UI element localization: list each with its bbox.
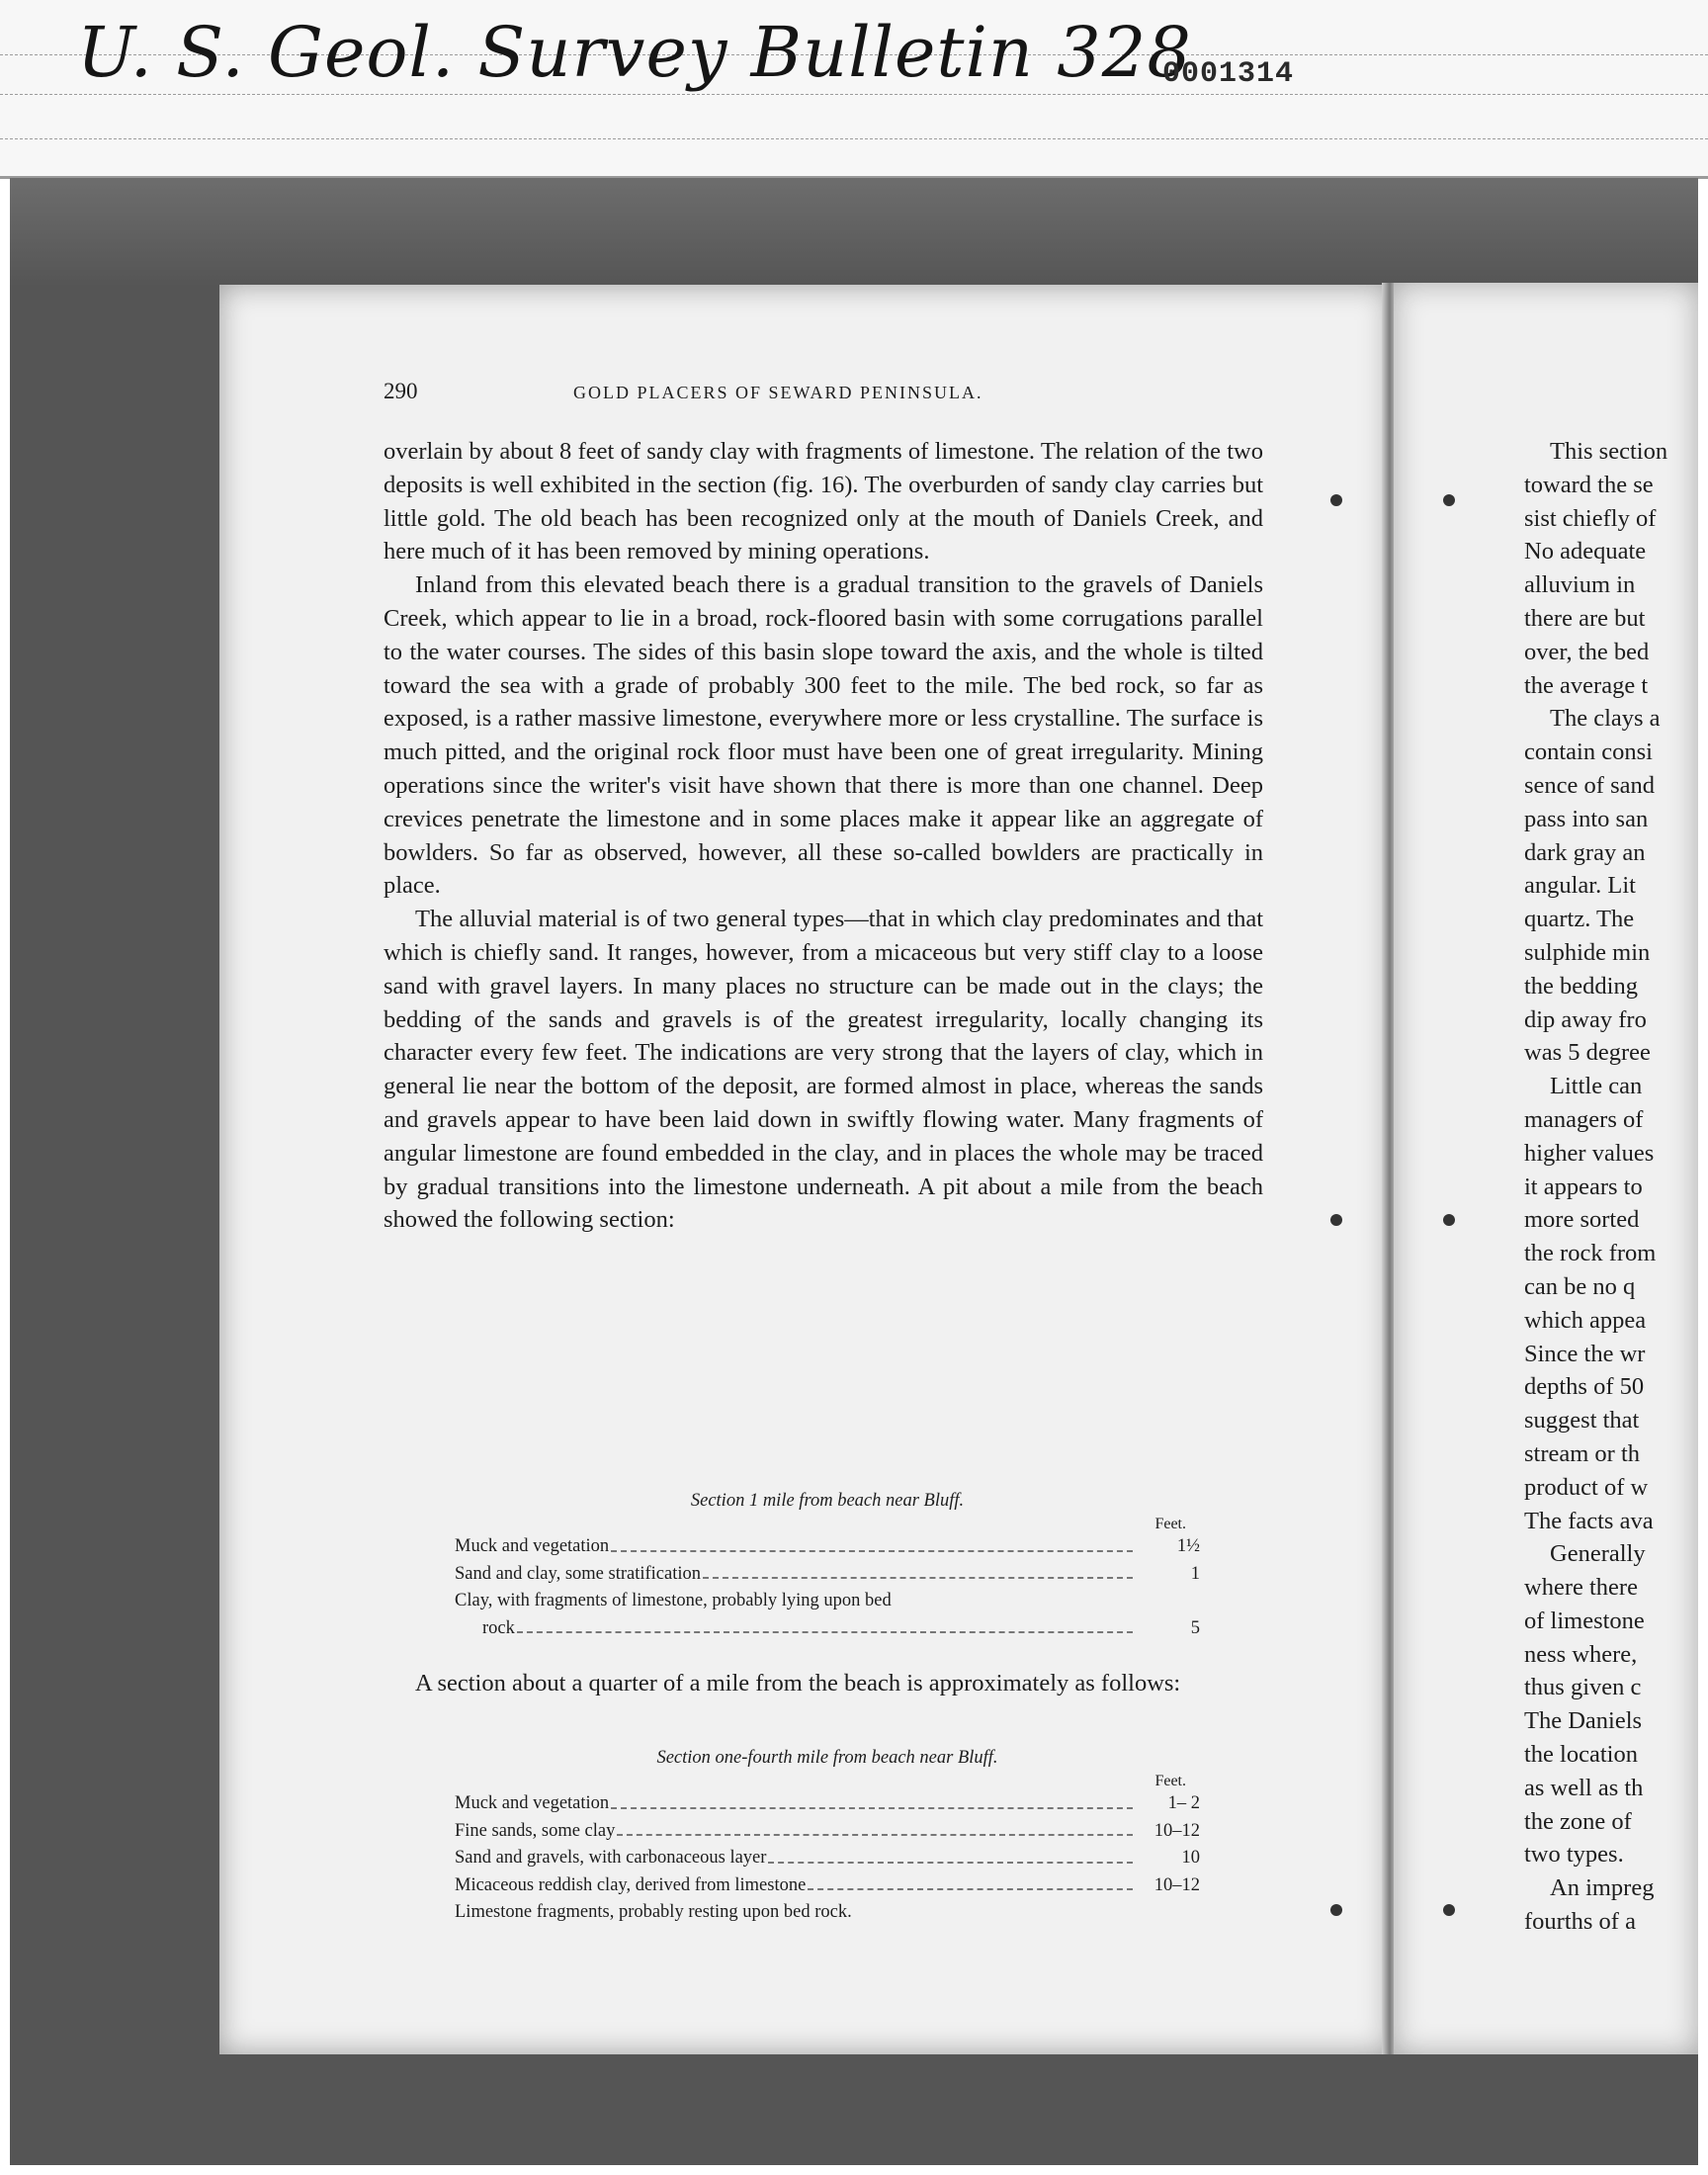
facing-page-line: toward the se	[1524, 471, 1654, 498]
facing-page-line: ness where,	[1524, 1640, 1638, 1668]
row-value: 1	[1190, 1563, 1200, 1584]
handwritten-title: U. S. Geol. Survey Bulletin 328	[77, 12, 1192, 93]
binding-hole	[1443, 494, 1455, 506]
facing-page-line: Generally	[1550, 1540, 1646, 1568]
row-value: 10–12	[1153, 1820, 1200, 1841]
leader-dots	[703, 1561, 1133, 1580]
row-label: Sand and clay, some stratification	[455, 1563, 701, 1584]
facing-page-line: dip away fro	[1524, 1005, 1647, 1033]
facing-page-line: it appears to	[1524, 1173, 1643, 1200]
row-label: Clay, with fragments of limestone, probably lying upon bed	[455, 1591, 892, 1610]
facing-page-line: The facts ava	[1524, 1507, 1654, 1534]
facing-page-line: the location	[1524, 1741, 1638, 1769]
facing-page-line: dark gray an	[1524, 838, 1646, 866]
binding-hole	[1330, 494, 1342, 506]
binding-hole	[1443, 1904, 1455, 1916]
table-row	[455, 1899, 1200, 1927]
facing-page-line: the bedding	[1524, 972, 1638, 1000]
row-value: 10	[1181, 1848, 1200, 1868]
facing-page-line: fourths of a	[1524, 1908, 1636, 1936]
facing-page-line: depths of 50	[1524, 1373, 1645, 1401]
facing-page-line: as well as th	[1524, 1774, 1644, 1801]
binding-hole	[1330, 1214, 1342, 1226]
facing-page-line: alluvium in	[1524, 571, 1636, 599]
feet-header: Feet.	[1154, 1773, 1186, 1789]
row-label: Limestone fragments, probably resting upon bed rock.	[455, 1902, 852, 1922]
facing-page-line: angular. Lit	[1524, 872, 1636, 900]
leader-dots	[617, 1818, 1133, 1837]
table-row	[455, 1561, 1200, 1589]
facing-page-line: suggest that	[1524, 1407, 1640, 1435]
binding-hole	[1330, 1904, 1342, 1916]
running-title: GOLD PLACERS OF SEWARD PENINSULA.	[573, 383, 983, 402]
facing-page-line: The Daniels	[1524, 1707, 1643, 1735]
facing-page-line: where there	[1524, 1574, 1638, 1602]
facing-page-line: the zone of	[1524, 1807, 1632, 1835]
catalog-label-strip	[0, 0, 1708, 179]
row-label: Fine sands, some clay	[455, 1820, 616, 1841]
facing-page-line: two types.	[1524, 1841, 1624, 1869]
facing-page-line: Since the wr	[1524, 1340, 1646, 1367]
facing-page-line: sulphide min	[1524, 938, 1651, 966]
facing-page-line: The clays a	[1550, 705, 1661, 733]
binding-hole	[1443, 1214, 1455, 1226]
section-1-title: Section 1 mile from beach near Bluff.	[690, 1491, 965, 1511]
row-value: 1½	[1176, 1536, 1200, 1556]
facing-page-line: the average t	[1524, 671, 1649, 699]
facing-page-line: can be no q	[1524, 1272, 1636, 1300]
facing-page-line: An impreg	[1550, 1874, 1655, 1902]
paragraph-3: The alluvial material is of two general types—that in which clay predominates and that which is chiefly sand. It ranges, however, from a micaceous but very stiff clay to a loose sand with gravel layers. In many places no structure can be made out in the clays; the bedding of the sands and gravels is of the greatest irregularity, locally changing its character every few feet. The indications are very strong that the layers of clay, which in general lie near the bottom of the deposit, are formed almost in place, whereas the sands and gravels appear to have been laid down in swiftly flowing water. Many fragments of angular limestone are found embedded in the clay, and in places the whole may be traced by gradual transitions into the limestone underneath. A pit about a mile from the beach showed the following section:	[384, 906, 1263, 1234]
facing-page-line: managers of	[1524, 1105, 1644, 1133]
facing-page-line: more sorted	[1524, 1206, 1640, 1234]
facing-page-line: thus given c	[1524, 1674, 1642, 1701]
row-value: 1– 2	[1167, 1793, 1200, 1813]
row-label: Micaceous reddish clay, derived from limestone	[455, 1874, 807, 1895]
facing-page-line: was 5 degree	[1524, 1039, 1651, 1067]
table-row	[455, 1533, 1200, 1561]
paragraph-1: overlain by about 8 feet of sandy clay with fragments of limestone. The relation of the two deposits is well exhibited in the section (fig. 16). The overburden of sandy clay carries but little gold. The old beach has been recognized only at the mouth of Daniels Creek, and here much of it has been removed by mining operations.	[384, 438, 1263, 566]
paragraph-4: A section about a quarter of a mile from the beach is approximately as follows:	[415, 1670, 1181, 1696]
row-label: Sand and gravels, with carbonaceous layer	[455, 1848, 767, 1868]
leader-dots	[808, 1872, 1133, 1891]
feet-header: Feet.	[1154, 1516, 1186, 1532]
row-value: 5	[1190, 1617, 1200, 1638]
facing-page-line: pass into san	[1524, 805, 1649, 832]
facing-page-line: sence of sand	[1524, 771, 1655, 799]
table-row	[455, 1615, 1200, 1643]
facing-page-line: of limestone	[1524, 1607, 1645, 1634]
catalog-number-stamp: 0001314	[1162, 57, 1295, 91]
row-label: rock	[482, 1617, 515, 1638]
section-table-1	[455, 1491, 1200, 1642]
facing-page-line: there are but	[1524, 604, 1646, 632]
row-label: Muck and vegetation	[455, 1536, 610, 1556]
leader-dots	[611, 1790, 1133, 1809]
facing-page-text	[1524, 435, 1708, 1939]
label-rule	[0, 138, 1708, 139]
facing-page-line: the rock from	[1524, 1240, 1657, 1267]
table-row	[455, 1872, 1200, 1900]
facing-page-line: over, the bed	[1524, 638, 1650, 665]
leader-dots	[517, 1615, 1133, 1634]
leader-dots	[768, 1845, 1133, 1864]
table-row	[455, 1818, 1200, 1846]
table-row	[455, 1845, 1200, 1872]
table-row	[455, 1790, 1200, 1818]
label-rule	[0, 94, 1708, 95]
facing-page-line: higher values	[1524, 1139, 1655, 1167]
scan-shadow	[10, 178, 1698, 287]
facing-page-line: contain consi	[1524, 739, 1653, 766]
page-number: 290	[384, 379, 418, 403]
facing-page-line: Little can	[1550, 1073, 1643, 1100]
facing-page-line: sist chiefly of	[1524, 504, 1657, 532]
facing-page-line: No adequate	[1524, 538, 1647, 566]
facing-page-line: This section	[1550, 438, 1668, 465]
leader-dots	[611, 1533, 1133, 1552]
row-value: 10–12	[1153, 1874, 1200, 1895]
facing-page-line: product of w	[1524, 1473, 1649, 1501]
facing-page-line: stream or th	[1524, 1439, 1641, 1467]
body-text	[384, 435, 1263, 1237]
section-2-title: Section one-fourth mile from beach near Bluff.	[656, 1748, 998, 1768]
paragraph-2: Inland from this elevated beach there is a gradual transition to the gravels of Daniels Creek, which appear to lie in a broad, rock-floored basin with some corrugations parallel to the water courses. The sides of this basin slope toward the axis, and the whole is tilted toward the sea with a grade of probably 300 feet to the mile. The bed rock, so far as exposed, is a rather massive limestone, everywhere more or less crystalline. The surface is much pitted, and the original rock floor must have been one of great irregularity. Mining operations since the writer's visit have shown that there is more than one channel. Deep crevices penetrate the limestone and in some places make it appear like an aggregate of bowlders. So far as observed, however, all these so-called bowlders are practically in place.	[384, 571, 1263, 900]
facing-page-line: which appea	[1524, 1306, 1647, 1334]
table-row	[455, 1588, 1200, 1615]
facing-page-line: quartz. The	[1524, 906, 1635, 933]
section-table-2	[455, 1748, 1200, 1927]
row-label: Muck and vegetation	[455, 1793, 610, 1813]
